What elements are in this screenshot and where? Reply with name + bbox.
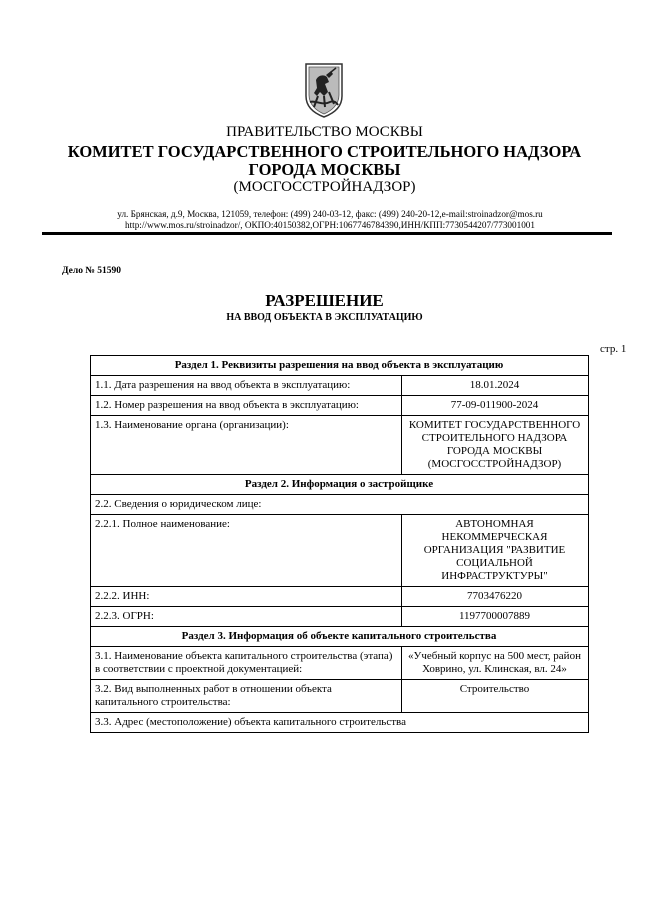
row-label: 2.2.2. ИНН: [91, 587, 402, 607]
table-row [91, 396, 589, 416]
row-label: 1.1. Дата разрешения на ввод объекта в эксплуатацию: [91, 376, 402, 396]
government-name: ПРАВИТЕЛЬСТВО МОСКВЫ [226, 124, 423, 140]
row-label: 3.3. Адрес (местоположение) объекта капитального строительства [91, 713, 589, 733]
row-label: 3.2. Вид выполненных работ в отношении объекта капитального строительства: [91, 680, 402, 713]
row-label: 1.3. Наименование органа (организации): [91, 416, 402, 475]
header-divider [42, 232, 612, 235]
table-row [91, 627, 589, 647]
table-row [91, 713, 589, 733]
row-label: 3.1. Наименование объекта капитального строительства (этапа) в соответствии с проектной документацией: [91, 647, 402, 680]
row-value: 77-09-011900-2024 [402, 396, 589, 416]
row-value: КОМИТЕТ ГОСУДАРСТВЕННОГО СТРОИТЕЛЬНОГО НАДЗОРА ГОРОДА МОСКВЫ (МОСГОССТРОЙНАДЗОР) [402, 416, 589, 475]
row-value: 7703476220 [402, 587, 589, 607]
table-row [91, 515, 589, 587]
contacts-line1: ул. Брянская, д.9, Москва, 121059, телефон: (499) 240-03-12, факс: (499) 240-20-12,e-mail:stroinadzor@mos.ru [117, 209, 543, 219]
row-value: 18.01.2024 [402, 376, 589, 396]
row-value: АВТОНОМНАЯ НЕКОММЕРЧЕСКАЯ ОРГАНИЗАЦИЯ "РАЗВИТИЕ СОЦИАЛЬНОЙ ИНФРАСТРУКТУРЫ" [402, 515, 589, 587]
section-1-heading: Раздел 1. Реквизиты разрешения на ввод объекта в эксплуатацию [91, 356, 589, 376]
row-label: 2.2. Сведения о юридическом лице: [91, 495, 589, 515]
table-row [91, 356, 589, 376]
section-2-heading: Раздел 2. Информация о застройщике [91, 475, 589, 495]
table-row [91, 376, 589, 396]
table-row [91, 587, 589, 607]
case-number: Дело № 51590 [62, 266, 121, 276]
row-value: «Учебный корпус на 500 мест, район Ховрино, ул. Клинская, вл. 24» [402, 647, 589, 680]
table-row [91, 647, 589, 680]
page-number: стр. 1 [600, 343, 627, 355]
row-label: 2.2.1. Полное наименование: [91, 515, 402, 587]
row-value: 1197700007889 [402, 607, 589, 627]
table-row [91, 416, 589, 475]
document-title: РАЗРЕШЕНИЕ [265, 291, 384, 310]
permit-table [90, 355, 589, 733]
committee-name-line2: ГОРОДА МОСКВЫ [248, 160, 401, 179]
row-label: 2.2.3. ОГРН: [91, 607, 402, 627]
table-row [91, 475, 589, 495]
moscow-coat-of-arms-icon [302, 62, 346, 118]
row-value: Строительство [402, 680, 589, 713]
committee-abbreviation: (МОСГОССТРОЙНАДЗОР) [233, 179, 416, 195]
section-3-heading: Раздел 3. Информация об объекте капитального строительства [91, 627, 589, 647]
committee-name-line1: КОМИТЕТ ГОСУДАРСТВЕННОГО СТРОИТЕЛЬНОГО НАДЗОРА [67, 142, 582, 161]
table-row [91, 680, 589, 713]
table-row [91, 607, 589, 627]
contacts-line2: http://www.mos.ru/stroinadzor/, ОКПО:40150382,ОГРН:1067746784390,ИНН/КПП:7730544207/773001001 [125, 220, 535, 230]
row-label: 1.2. Номер разрешения на ввод объекта в эксплуатацию: [91, 396, 402, 416]
document-subtitle: НА ВВОД ОБЪЕКТА В ЭКСПЛУАТАЦИЮ [226, 312, 423, 323]
table-row [91, 495, 589, 515]
